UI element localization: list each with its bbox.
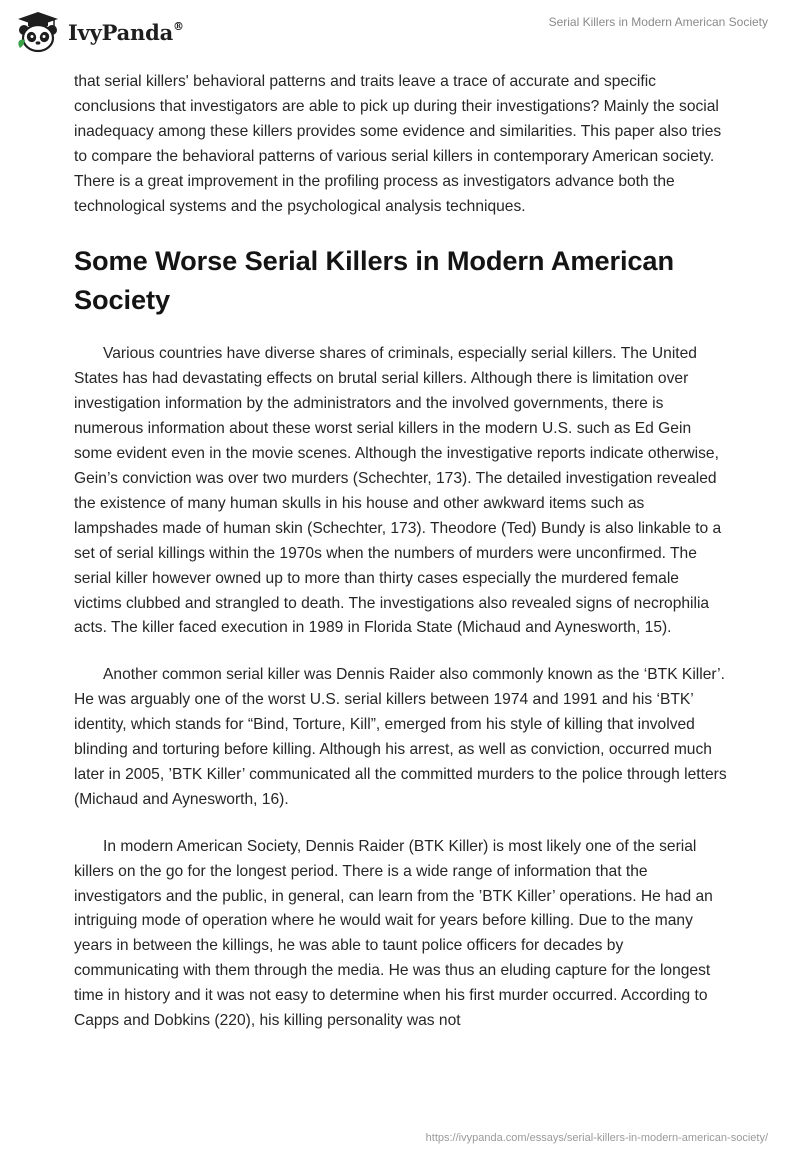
brand-name: IvyPanda®	[68, 19, 184, 45]
body-paragraph-1: Various countries have diverse shares of criminals, especially serial killers. The United States has had devastating effects on brutal serial killers. Although there is limitation over investigation information by the administrators and the involved governments, there is numerous information about these worst serial killers in the modern U.S. such as Ed Gein some evident even in the movie scenes. Although the investigative reports indicate otherwise, Gein’s conviction was over two murders (Schechter, 173). The detailed investigation revealed the existence of many human skulls in his house and other awkward items such as lampshades made of human skin (Schechter, 173). Theodore (Ted) Bundy is also linkable to a set of serial killings within the 1970s when the numbers of murders were unconfirmed. The serial killer however owned up to more than thirty cases especially the murdered female victims clubbed and strangled to death. The investigations also revealed signs of necrophilia acts. The killer faced execution in 1989 in Florida State (Michaud and Aynesworth, 15).	[74, 345, 722, 637]
panda-graduate-logo-icon	[14, 10, 62, 54]
ivypanda-logo[interactable]	[14, 10, 184, 54]
section-heading: Some Worse Serial Killers in Modern American Society	[74, 245, 674, 316]
intro-paragraph: that serial killers' behavioral patterns and traits leave a trace of accurate and specific conclusions that investigators are able to pick up during their investigations? Mainly the social inadequacy among these killers provides some evidence and similarities. This paper also tries to compare the behavioral patterns of various serial killers in contemporary American society. There is a great improvement in the profiling process as investigators advance both the technological systems and the psychological analysis techniques.	[74, 73, 722, 215]
source-url[interactable]: https://ivypanda.com/essays/serial-killers-in-modern-american-society/	[425, 1132, 768, 1144]
page-header	[0, 0, 800, 64]
article-body	[74, 70, 730, 1056]
body-paragraph-2: Another common serial killer was Dennis Raider also commonly known as the ‘BTK Killer’. He was arguably one of the worst U.S. serial killers between 1974 and 1991 and his ‘BTK’ identity, which stands for “Bind, Torture, Kill”, emerged from his style of killing that involved blinding and torturing before killing. Although his arrest, as well as conviction, occurred much later in 2005, ’BTK Killer’ communicated all the committed murders to the police through letters (Michaud and Aynesworth, 16).	[74, 666, 727, 808]
document-title: Serial Killers in Modern American Society	[548, 15, 768, 29]
registered-mark: ®	[173, 19, 184, 33]
body-paragraph-3: In modern American Society, Dennis Raider (BTK Killer) is most likely one of the serial killers on the go for the longest period. There is a wide range of information that the investigators and the public, in general, can learn from the ’BTK Killer’ operations. He had an intriguing mode of operation where he would wait for years before killing. Due to the many years in between the killings, he was able to taunt police officers for decades by communicating with them through the media. He was thus an eluding capture for the longest time in history and it was not easy to determine when his first murder occurred. According to Capps and Dobkins (220), his killing personality was not	[74, 837, 713, 1030]
